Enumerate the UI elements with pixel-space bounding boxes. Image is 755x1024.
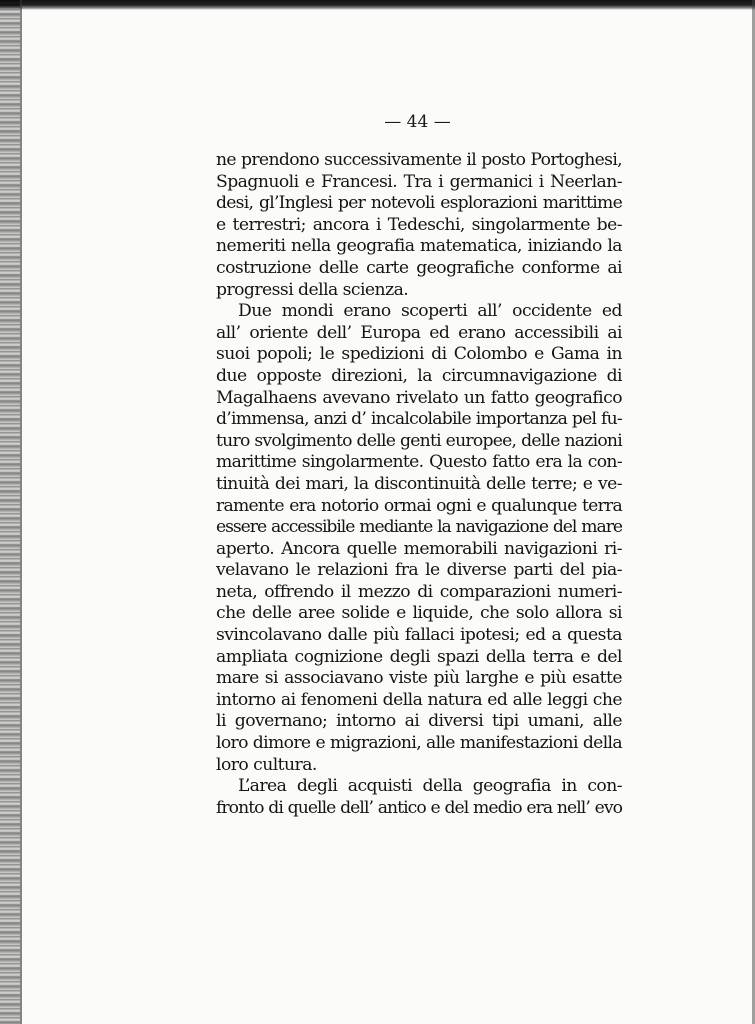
scan-binding-edge (0, 0, 20, 1024)
text-line: velavano le relazioni fra le diverse parti del pia- (216, 560, 622, 581)
text-line: che delle aree solide e liquide, che solo allora si (216, 603, 622, 624)
text-line: all’ oriente dell’ Europa ed erano accessibili ai (216, 322, 622, 343)
page-number: — 44 — (384, 112, 451, 132)
text-line: svincolavano dalle più fallaci ipotesi; ed a questa (216, 625, 622, 646)
text-line: nemeriti nella geografia matematica, iniziando la (216, 236, 622, 257)
scan-top-edge (0, 0, 755, 10)
text-line: intorno ai fenomeni della natura ed alle leggi che (216, 689, 622, 710)
text-line: progressi della scienza. (216, 279, 409, 300)
text-line: ne prendono successivamente il posto Portoghesi, (216, 150, 622, 170)
text-line: fronto di quelle dell’ antico e del medio era nell’ evo (216, 797, 622, 818)
text-line: loro cultura. (216, 754, 317, 775)
text-line: due opposte direzioni, la circumnavigazione di (216, 365, 622, 386)
text-line: suoi popoli; le spedizioni di Colombo e Gama in (216, 344, 622, 365)
text-line: ramente era notorio ormai ogni e qualunque terra (216, 495, 622, 516)
text-line: essere accessibile mediante la navigazione del mare (216, 517, 622, 538)
text-line: neta, offrendo il mezzo di comparazioni numeri- (216, 581, 622, 602)
text-line: desi, gl’Inglesi per notevoli esplorazioni marittime (216, 193, 622, 214)
text-line: mare si associavano viste più larghe e più esatte (216, 668, 622, 689)
text-line: ampliata cognizione degli spazi della terra e del (216, 646, 622, 667)
text-line: Magalhaens avevano rivelato un fatto geografico (216, 387, 622, 408)
text-line: loro dimore e migrazioni, alle manifestazioni della (216, 733, 622, 754)
text-line: Spagnuoli e Francesi. Tra i germanici i Neerlan- (216, 171, 622, 192)
paragraph (216, 150, 622, 301)
text-line: d’immensa, anzi d’ incalcolabile importanza pel fu- (216, 409, 622, 430)
text-line: li governano; intorno ai diversi tipi umani, alle (216, 711, 622, 732)
binding-shadow-line (20, 0, 22, 1024)
text-line: e terrestri; ancora i Tedeschi, singolarmente be- (216, 214, 622, 235)
text-line: costruzione delle carte geografiche conforme ai (216, 257, 622, 278)
text-line: tinuità dei mari, la discontinuità delle terre; e ve- (216, 473, 622, 494)
body-text (216, 150, 622, 819)
text-line: L’area degli acquisti della geografia in con- (238, 776, 622, 797)
text-line: aperto. Ancora quelle memorabili navigazioni ri- (216, 538, 622, 559)
text-line: Due mondi erano scoperti all’ occidente ed (238, 301, 622, 322)
paragraph (216, 776, 622, 819)
text-line: marittime singolarmente. Questo fatto era la con- (216, 452, 622, 473)
text-line: turo svolgimento delle genti europee, delle nazioni (216, 430, 622, 451)
paragraph (216, 301, 622, 776)
